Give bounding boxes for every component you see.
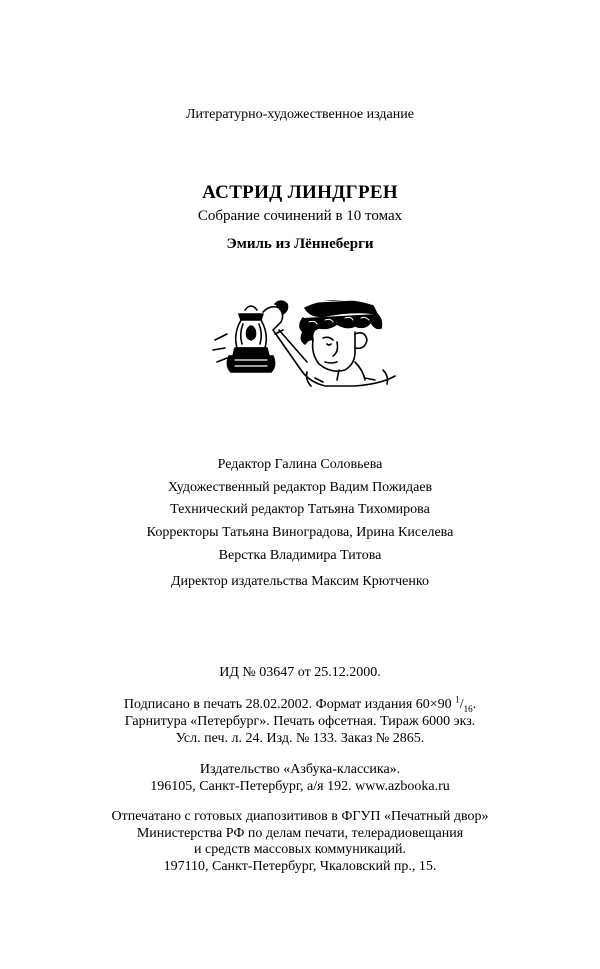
cap-icon — [305, 300, 377, 316]
credit-tech-editor: Технический редактор Татьяна Тихомирова — [170, 502, 430, 517]
credit-layout: Верстка Владимира Титова — [218, 548, 382, 563]
signed-prefix: Подписано в печать 28.02.2002. Формат издания 60×90 — [123, 697, 456, 712]
collection-title: Собрание сочинений в 10 томах — [197, 208, 403, 224]
edition-type: Литературно-художественное издание — [186, 107, 414, 122]
credit-art-editor: Художественный редактор Вадим Пожидаев — [167, 480, 433, 495]
book-title: Эмиль из Лённеберги — [226, 236, 374, 252]
publisher-address: 196105, Санкт-Петербург, а/я 192. www.azbooka.ru — [150, 779, 450, 794]
typeface-line: Гарнитура «Петербург». Печать офсетная. Тираж 6000 экз. — [124, 714, 476, 729]
printer-line-3: и средств массовых коммуникаций. — [193, 842, 407, 857]
lantern-icon — [213, 306, 283, 372]
format-denominator: 16 — [463, 703, 473, 714]
credit-proofreaders: Корректоры Татьяна Виноградова, Ирина Киселева — [146, 525, 454, 540]
printer-line-2: Министерства РФ по делам печати, телерадиовещания — [136, 826, 464, 841]
printer-line-4: 197110, Санкт-Петербург, Чкаловский пр., 15. — [163, 859, 437, 874]
format-end: . — [472, 697, 477, 712]
signed-for-print — [0, 694, 600, 714]
credit-director: Директор издательства Максим Крютченко — [171, 574, 429, 589]
format-slash: / — [459, 697, 464, 712]
format-numerator: 1 — [455, 694, 460, 705]
publisher-name: Издательство «Азбука-классика». — [199, 762, 401, 777]
boy-with-lantern-illustration — [205, 300, 405, 388]
printer-line-1: Отпечатано с готовых диапозитивов в ФГУП «Печатный двор» — [111, 809, 489, 824]
license-number: ИД № 03647 от 25.12.2000. — [219, 665, 381, 680]
sheets-line: Усл. печ. л. 24. Изд. № 133. Заказ № 2865. — [175, 731, 425, 746]
author-name: АСТРИД ЛИНДГРЕН — [202, 182, 398, 203]
credit-editor: Редактор Галина Соловьева — [217, 457, 383, 472]
